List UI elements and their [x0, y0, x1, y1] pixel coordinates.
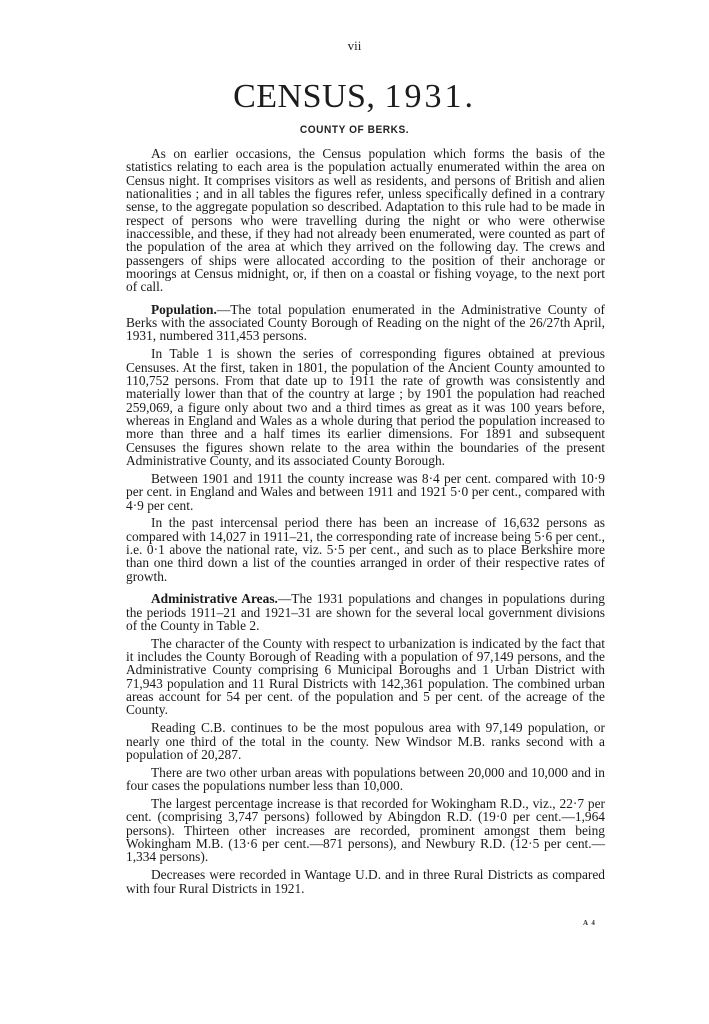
printer-signature-mark: A 4: [583, 919, 596, 927]
paragraph-text: There are two other urban areas with populations between 20,000 and 10,000 and in four cases the populations number less than 10,000.: [126, 764, 605, 794]
paragraph-text: As on earlier occasions, the Census population which forms the basis of the statistics relating to each area is the population actually enumerated within the area on Census night. It comprises visitors as well as residents, and persons of British and alien nationalities ; and in all tables the figures refer, unless specifically defined in a contrary sense, to the aggregate population so described. Adaptation to this rule had to be made in respect of persons who were travelling during the night or who were otherwise inaccessible, and these, if they had not already been enumerated, were counted as part of the population of the area at which they arrived on the following day. The crews and passengers of ships were allocated according to the position of their anchorage or moorings at Census midnight, or, if then on a coastal or fishing voyage, to the next port of call.: [126, 146, 605, 295]
paragraph-growth-1901-1921: [126, 472, 605, 512]
paragraph-decreases: [126, 868, 605, 895]
paragraph-table-1: [126, 347, 605, 467]
title-year: 1931.: [384, 78, 476, 115]
paragraph-intercensal: [126, 516, 605, 583]
paragraph-text: The character of the County with respect to urbanization is indicated by the fact that it includes the County Borough of Reading with a population of 97,149 persons, and the Administrative County comprising 6 Municipal Boroughs and 1 Urban District with 71,943 population and 11 Rural Districts with 142,361 population. The combined urban areas account for 54 per cent. of the population and 5 per cent. of the acreage of the County.: [126, 635, 605, 718]
paragraph-administrative-areas: [126, 592, 605, 632]
section-heading-population: Population.: [151, 301, 217, 317]
paragraph-text: Decreases were recorded in Wantage U.D. and in three Rural Districts as compared with four Rural Districts in 1921.: [126, 867, 605, 896]
body-text: [126, 147, 605, 895]
paragraph-text: Reading C.B. continues to be the most populous area with 97,149 population, or nearly one third of the total in the county. New Windsor M.B. ranks second with a population of 20,287.: [126, 720, 605, 762]
paragraph-text: —The 1931 populations and changes in populations during the periods 1911–21 and 1921–31 are shown for the several local government divisions of the County in Table 2.: [126, 591, 605, 633]
section-heading-administrative-areas: Administrative Areas.: [151, 591, 278, 607]
paragraph-increases: [126, 797, 605, 864]
page-number: vii: [347, 38, 362, 53]
page-title: [0, 78, 709, 116]
paragraph-urbanization: [126, 637, 605, 717]
paragraph-text: In Table 1 is shown the series of corresponding figures obtained at previous Censuses. At the first, taken in 1801, the population of the Ancient County amounted to 110,752 persons. From that date up to 1911 the rate of growth was consistently and materially lower than that of the country at large ; by 1901 the population had reached 259,069, a figure only about two and a third times as great as it was 100 years before, whereas in England and Wales as a whole during that period the population increased to more than three and a half times its earlier dimensions. For 1891 and subsequent Censuses the figures shown relate to the area within the boundaries of the present Administrative County, and its associated County Borough.: [126, 346, 605, 469]
paragraph-text: The largest percentage increase is that recorded for Wokingham R.D., viz., 22·7 per cent. (comprising 3,747 persons) followed by Abingdon R.D. (19·0 per cent.—1,964 persons). Thirteen other increases are recorded, prominent amongst them being Wokingham M.B. (13·6 per cent.—871 persons), and Newbury R.D. (12·5 per cent.—1,334 persons).: [126, 795, 605, 865]
title-main: CENSUS,: [233, 78, 376, 115]
paragraph-census-definition: [126, 147, 605, 294]
paragraph-population: [126, 303, 605, 343]
paragraph-text: Between 1901 and 1911 the county increase was 8·4 per cent. compared with 10·9 per cent. in England and Wales and between 1911 and 1921 5·0 per cent., compared with 4·9 per cent.: [126, 470, 605, 513]
paragraph-text: In the past intercensal period there has been an increase of 16,632 persons as compared with 14,027 in 1911–21, the corresponding rate of increase being 5·6 per cent., i.e. 0·1 above the national rate, viz. 5·5 per cent., and such as to place Berkshire more than one third down a list of the counties arranged in order of their respective rates of growth.: [126, 515, 605, 584]
paragraph-reading: [126, 721, 605, 761]
paragraph-text: —The total population enumerated in the Administrative County of Berks with the associated County Borough of Reading on the night of the 26/27th April, 1931, numbered 311,453 persons.: [126, 301, 605, 344]
page-subtitle: COUNTY OF BERKS.: [299, 124, 410, 136]
paragraph-urban-areas: [126, 766, 605, 793]
